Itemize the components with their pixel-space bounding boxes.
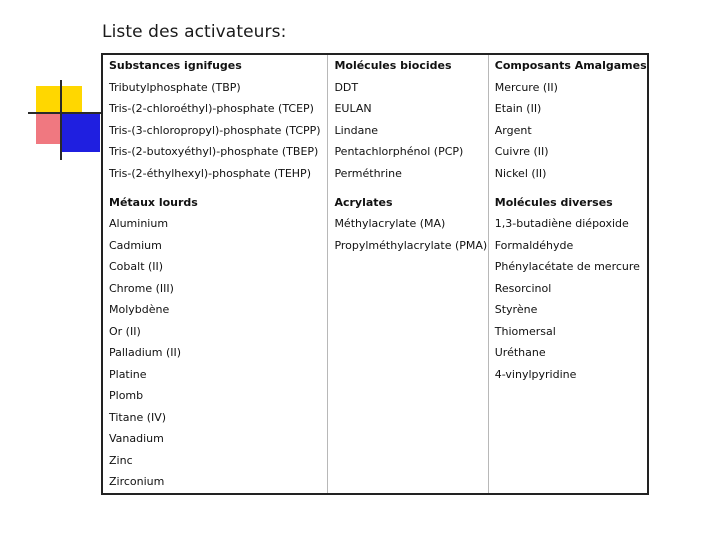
table-cell: Mercure (II): [494, 80, 558, 94]
table-cell: Tris-(2-butoxyéthyl)-phosphate (TBEP): [102, 141, 328, 163]
table-cell: Formaldéhyde: [494, 238, 574, 252]
table-row: [102, 120, 648, 142]
table-cell: Palladium (II): [102, 342, 328, 364]
table-cell: EULAN: [328, 98, 488, 120]
table-cell: Phénylacétate de mercure: [494, 260, 640, 274]
table-cell: [328, 278, 488, 300]
table-cell: Cuivre (II): [494, 145, 549, 159]
table-row: [102, 450, 648, 472]
table-cell: [328, 450, 488, 472]
decor-horizontal-line: [28, 112, 104, 114]
column-header: Métaux lourds: [102, 184, 328, 213]
table-cell: Tris-(2-chloroéthyl)-phosphate (TCEP): [102, 98, 328, 120]
table-row: [102, 256, 648, 278]
table-cell: Resorcinol: [494, 281, 552, 295]
table-cell: [328, 385, 488, 407]
table-row: [102, 163, 648, 185]
table-cell: [488, 471, 648, 494]
decor-blue-square: [60, 112, 100, 152]
column-header: Molécules diverses: [494, 195, 613, 209]
table-cell: Titane (IV): [102, 407, 328, 429]
table-cell: Cadmium: [102, 235, 328, 257]
table-cell: Argent: [494, 123, 532, 137]
table-cell: [328, 256, 488, 278]
table-cell: Lindane: [328, 120, 488, 142]
table-row: [102, 299, 648, 321]
table-cell: Molybdène: [102, 299, 328, 321]
table-cell: Pentachlorphénol (PCP): [328, 141, 488, 163]
table-cell: Cobalt (II): [102, 256, 328, 278]
table-cell: Styrène: [494, 303, 538, 317]
table-cell: [488, 407, 648, 429]
table-cell: Tris-(2-éthylhexyl)-phosphate (TEHP): [102, 163, 328, 185]
decor-vertical-line: [60, 80, 62, 160]
column-header: Acrylates: [328, 184, 488, 213]
table-cell: Uréthane: [494, 346, 546, 360]
table-cell: Méthylacrylate (MA): [328, 213, 488, 235]
table-row: [102, 471, 648, 494]
table-cell: Platine: [102, 364, 328, 386]
table-row: [102, 77, 648, 99]
table-cell: [488, 428, 648, 450]
table-cell: Aluminium: [102, 213, 328, 235]
table-cell: 4-vinylpyridine: [494, 367, 577, 381]
table-cell: Plomb: [102, 385, 328, 407]
activators-table: [101, 53, 649, 495]
table-row: [102, 278, 648, 300]
slide-title: Liste des activateurs:: [102, 22, 287, 42]
table-cell: Tris-(3-chloropropyl)-phosphate (TCPP): [102, 120, 328, 142]
table-cell: Thiomersal: [494, 324, 556, 338]
table-row: [102, 342, 648, 364]
table-cell: Chrome (III): [102, 278, 328, 300]
table-cell: [328, 321, 488, 343]
table-cell: Perméthrine: [328, 163, 488, 185]
table-cell: Nickel (II): [494, 166, 547, 180]
table-cell: [328, 364, 488, 386]
table-cell: DDT: [328, 77, 488, 99]
table-header-row: [102, 184, 648, 213]
table-cell: Or (II): [102, 321, 328, 343]
table-cell: [328, 471, 488, 494]
table-cell: Zirconium: [102, 471, 328, 494]
table-row: [102, 428, 648, 450]
table-row: [102, 98, 648, 120]
table-row: [102, 235, 648, 257]
table-row: [102, 141, 648, 163]
table-cell: [328, 407, 488, 429]
column-header: Composants Amalgames: [494, 59, 647, 73]
table-cell: [328, 342, 488, 364]
column-header: Molécules biocides: [328, 54, 488, 77]
table-cell: [488, 450, 648, 472]
table-cell: [488, 385, 648, 407]
table-cell: Tributylphosphate (TBP): [102, 77, 328, 99]
table-row: [102, 385, 648, 407]
table-cell: Zinc: [102, 450, 328, 472]
table-cell: Etain (II): [494, 102, 542, 116]
table-row: [102, 213, 648, 235]
column-header: Substances ignifuges: [102, 54, 328, 77]
table-cell: 1,3-butadiène diépoxide: [494, 217, 629, 231]
table-cell: [328, 299, 488, 321]
table-header-row: [102, 54, 648, 77]
table-cell: Propylméthylacrylate (PMA): [328, 235, 488, 257]
table-row: [102, 321, 648, 343]
table-row: [102, 364, 648, 386]
table-row: [102, 407, 648, 429]
table-cell: Vanadium: [102, 428, 328, 450]
table-cell: [328, 428, 488, 450]
